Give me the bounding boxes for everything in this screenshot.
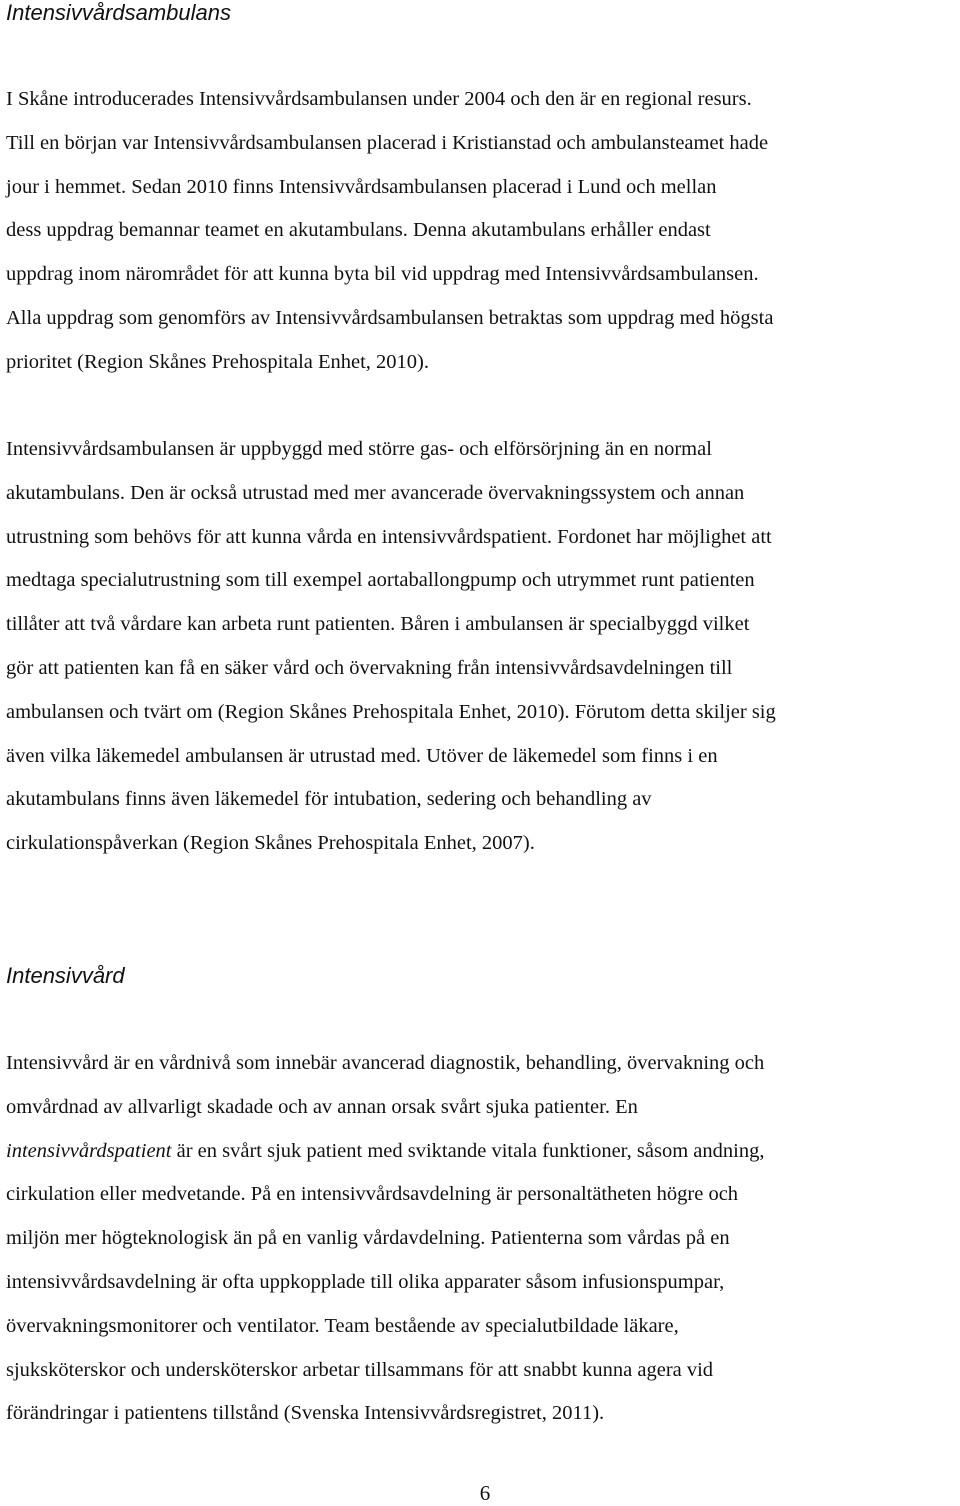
text-line: [6, 1130, 764, 1174]
text-line: gör att patienten kan få en säker vård och övervakning från intensivvårdsavdelningen till: [6, 656, 733, 679]
italic-term: intensivvårdspatient: [6, 1139, 172, 1162]
text-line: Alla uppdrag som genomförs av Intensivvårdsambulansen betraktas som uppdrag med högsta: [6, 306, 774, 329]
text-line: sjuksköterskor och undersköterskor arbetar tillsammans för att snabbt kunna agera vid: [6, 1358, 714, 1381]
text-line: Till en början var Intensivvårdsambulansen placerad i Kristianstad och ambulansteamet hade: [6, 131, 769, 154]
page-number: 6: [479, 1481, 491, 1505]
text-line: medtaga specialutrustning som till exempel aortaballongpump och utrymmet runt patienten: [6, 569, 755, 592]
text-line: akutambulans finns även läkemedel för intubation, sedering och behandling av: [6, 788, 652, 811]
section-heading-intensivvard: Intensivvård: [6, 963, 125, 988]
text-line: övervakningsmonitorer och ventilator. Team bestående av specialutbildade läkare,: [6, 1314, 679, 1337]
text-line: I Skåne introducerades Intensivvårdsambulansen under 2004 och den är en regional resurs.: [6, 88, 752, 110]
text-line: miljön mer högteknologisk än på en vanlig vårdavdelning. Patienterna som vårdas på en: [6, 1227, 730, 1250]
text-line: utrustning som behövs för att kunna vårda en intensivvårdspatient. Fordonet har möjlighet att: [6, 525, 772, 548]
text-line: även vilka läkemedel ambulansen är utrustad med. Utöver de läkemedel som finns i en: [6, 744, 718, 767]
text-line: tillåter att två vårdare kan arbeta runt patienten. Båren i ambulansen är specialbyggd vilket: [6, 613, 750, 636]
text-line: ambulansen och tvärt om (Region Skånes Prehospitala Enhet, 2010). Förutom detta skiljer sig: [6, 700, 776, 723]
text-line: omvårdnad av allvarligt skadade och av annan orsak svårt sjuka patienter. En: [6, 1095, 638, 1118]
text-fragment: är en svårt sjuk patient med sviktande vitala funktioner, såsom andning,: [171, 1139, 765, 1162]
text-line: jour i hemmet. Sedan 2010 finns Intensivvårdsambulansen placerad i Lund och mellan: [6, 175, 717, 198]
text-line: förändringar i patientens tillstånd (Svenska Intensivvårdsregistret, 2011).: [6, 1402, 605, 1425]
paragraph-equipment: [6, 428, 776, 866]
text-line: Intensivvård är en vårdnivå som innebär avancerad diagnostik, behandling, övervakning och: [6, 1052, 765, 1074]
paragraph-intro: [6, 78, 773, 385]
text-line: cirkulationspåverkan (Region Skånes Prehospitala Enhet, 2007).: [6, 832, 535, 855]
text-line: Intensivvårdsambulansen är uppbyggd med större gas- och elförsörjning än en normal: [6, 438, 712, 460]
paragraph-intensive-care: [6, 1042, 764, 1436]
text-line: akutambulans. Den är också utrustad med mer avancerade övervakningssystem och annan: [6, 481, 745, 504]
text-line: intensivvårdsavdelning är ofta uppkopplade till olika apparater såsom infusionspumpar,: [6, 1270, 725, 1293]
text-line: cirkulation eller medvetande. På en intensivvårdsavdelning är personaltätheten högre och: [6, 1183, 739, 1206]
section-heading-intensivvardsambulans: Intensivvårdsambulans: [6, 0, 232, 25]
text-line: uppdrag inom närområdet för att kunna byta bil vid uppdrag med Intensivvårdsambulansen.: [6, 263, 759, 286]
text-line: dess uppdrag bemannar teamet en akutambulans. Denna akutambulans erhåller endast: [6, 219, 711, 242]
text-line: prioritet (Region Skånes Prehospitala Enhet, 2010).: [6, 350, 430, 373]
